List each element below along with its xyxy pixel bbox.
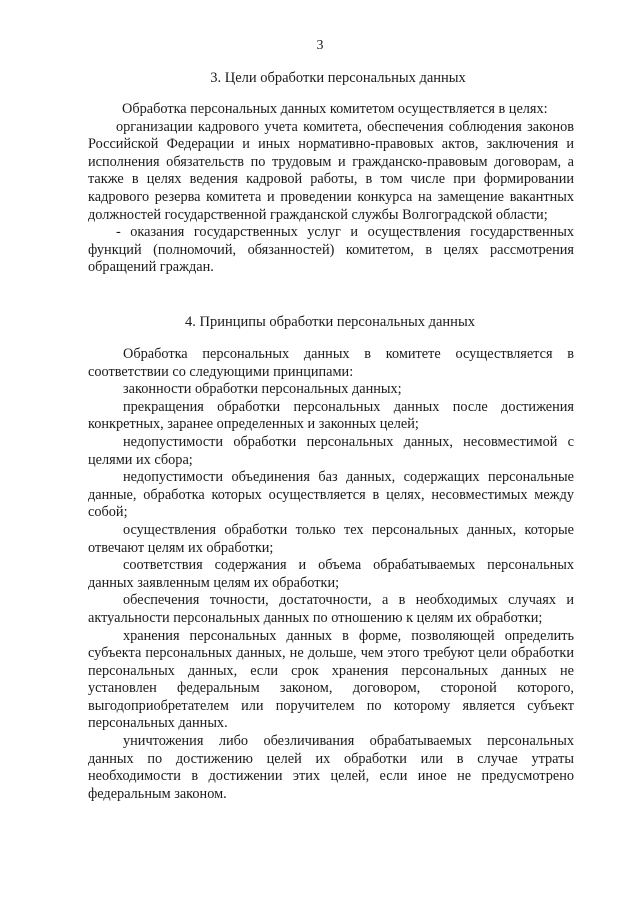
paragraph: прекращения обработки персональных данных после достижения конкретных, заранее определенных и законных целей; xyxy=(88,398,574,433)
paragraph: законности обработки персональных данных; xyxy=(123,381,402,398)
section-3-heading: 3. Цели обработки персональных данных xyxy=(210,70,466,86)
paragraph: Обработка персональных данных в комитете осуществляется в соответствии со следующими принципами: xyxy=(88,346,574,380)
paragraph: недопустимости объединения баз данных, содержащих персональные данные, обработка которых осуществляется в целях, несовместимых между собой; xyxy=(88,469,574,521)
section-3-body xyxy=(88,101,574,277)
paragraph: организации кадрового учета комитета, обеспечения соблюдения законов Российской Федерации и иных нормативно-правовых актов, заключения и исполнения обязательств по трудовым и гражданско-правовым договорам, а также в целях ведения кадровой работы, в том числе при формировании кадрового резерва комитета и проведении конкурса на замещение вакантных должностей государственной гражданской службы Волгоградской области; xyxy=(88,118,574,223)
paragraph: Обработка персональных данных комитетом осуществляется в целях: xyxy=(122,101,548,117)
section-4-heading: 4. Принципы обработки персональных данных xyxy=(185,314,475,330)
paragraph: уничтожения либо обезличивания обрабатываемых персональных данных по достижению целей их обработки или в случае утраты необходимости в достижении этих целей, если иное не предусмотрено федеральным законом. xyxy=(88,733,574,802)
page-number: 3 xyxy=(316,38,324,53)
paragraph: обеспечения точности, достаточности, а в необходимых случаях и актуальности персональных данных по отношению к целям их обработки; xyxy=(88,592,574,626)
paragraph: соответствия содержания и объема обрабатываемых персональных данных заявленным целям их обработки; xyxy=(88,557,574,591)
paragraph: - оказания государственных услуг и осуществления государственных функций (полномочий, обязанностей) комитетом, в целях рассмотрения обращений граждан. xyxy=(88,224,574,276)
paragraph: осуществления обработки только тех персональных данных, которые отвечают целям их обработки; xyxy=(88,521,574,556)
paragraph: недопустимости обработки персональных данных, несовместимой с целями их сбора; xyxy=(88,433,574,468)
section-4-body xyxy=(88,346,574,803)
paragraph: хранения персональных данных в форме, позволяющей определить субъекта персональных данных, не дольше, чем этого требуют цели обработки персональных данных, если срок хранения персональных данных не установлен федеральным законом, договором, стороной которого, выгодоприобретателем или поручителем по которому является субъект персональных данных. xyxy=(88,627,574,732)
